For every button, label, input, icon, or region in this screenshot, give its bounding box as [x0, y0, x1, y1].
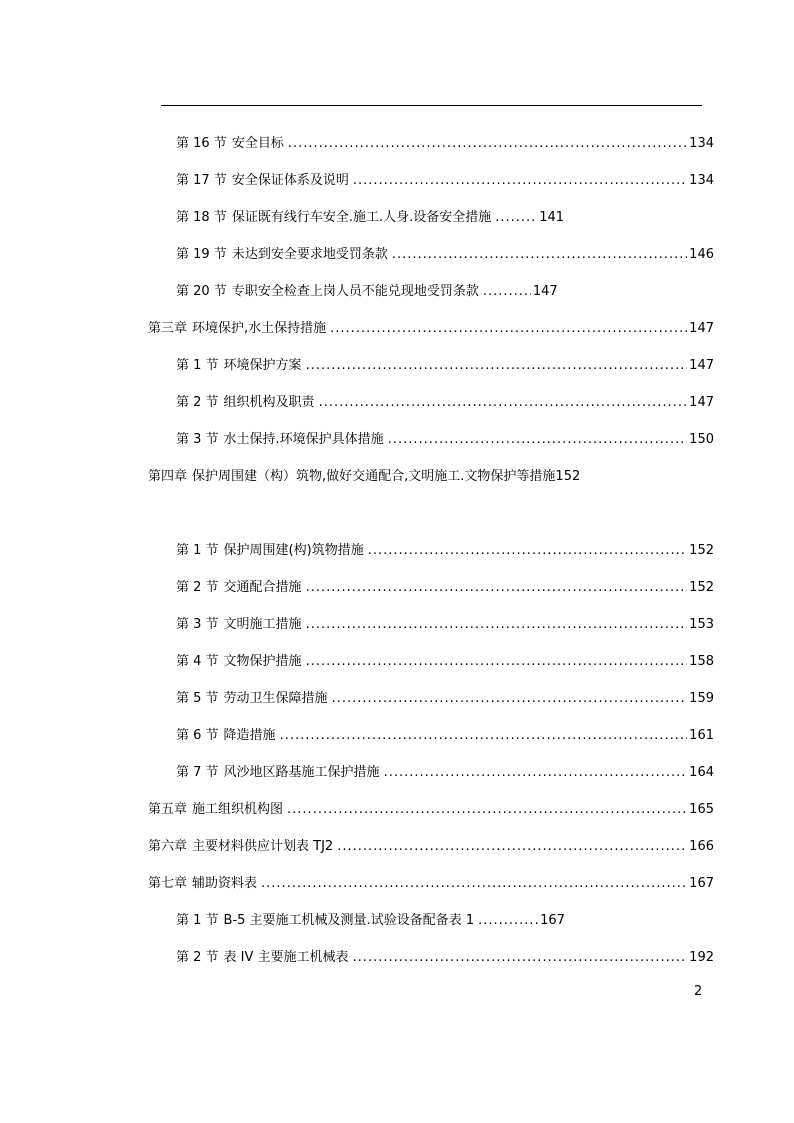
- entry-title: 组织机构及职责: [223, 395, 315, 410]
- entry-title: 主要材料供应计划表 TJ2: [192, 839, 334, 854]
- entry-page-number: 159: [689, 691, 714, 706]
- entry-number: 第六章: [148, 839, 188, 854]
- entry-number: 第三章: [148, 321, 188, 336]
- dot-leader: [261, 873, 687, 895]
- entry-number: 第五章: [148, 802, 188, 817]
- toc-section-entry[interactable]: [176, 651, 714, 673]
- entry-title: 文明施工措施: [223, 617, 302, 632]
- entry-number: 第 16 节: [176, 136, 227, 151]
- dot-leader: [319, 392, 688, 414]
- entry-title: 保证既有线行车安全.施工.人身.设备安全措施: [231, 210, 492, 225]
- toc-chapter-entry[interactable]: [148, 836, 714, 858]
- entry-title: 安全目标: [231, 136, 284, 151]
- entry-number: 第 7 节: [176, 765, 219, 780]
- toc-section-entry[interactable]: [176, 577, 714, 599]
- toc-section-entry[interactable]: [176, 392, 714, 414]
- entry-page-number: 192: [689, 950, 714, 965]
- entry-title: 风沙地区路基施工保护措施: [223, 765, 380, 780]
- entry-page-number: 164: [689, 765, 714, 780]
- dot-leader: [388, 429, 687, 451]
- dot-leader: [368, 540, 687, 562]
- entry-title: 降造措施: [223, 728, 276, 743]
- entry-number: 第 17 节: [176, 173, 227, 188]
- dot-leader: [288, 133, 687, 155]
- dot-leader: [330, 318, 687, 340]
- entry-number: 第 3 节: [176, 617, 219, 632]
- entry-page-number: 134: [689, 173, 714, 188]
- entry-page-number: 147: [532, 284, 558, 299]
- entry-page-number: 150: [689, 432, 714, 447]
- dot-leader: [306, 651, 688, 673]
- entry-page-number: 161: [689, 728, 714, 743]
- toc-section-entry[interactable]: [176, 910, 714, 932]
- entry-number: 第 20 节: [176, 284, 227, 299]
- dot-leader: [287, 799, 687, 821]
- entry-number: 第 1 节: [176, 543, 219, 558]
- dot-leader: [332, 688, 688, 710]
- dot-leader: [337, 836, 687, 858]
- toc-chapter-entry[interactable]: [148, 873, 714, 895]
- entry-page-number: 147: [689, 358, 714, 373]
- toc-section-entry[interactable]: [176, 133, 714, 155]
- entry-page-number: 167: [689, 876, 714, 891]
- dot-leader: [478, 910, 538, 932]
- toc-chapter-entry[interactable]: [148, 318, 714, 340]
- toc-section-entry[interactable]: [176, 540, 714, 562]
- toc-section-entry[interactable]: [176, 170, 714, 192]
- entry-title: 施工组织机构图: [192, 802, 284, 817]
- entry-number: 第 19 节: [176, 247, 227, 262]
- entry-page-number: 147: [689, 321, 714, 336]
- entry-number: 第 2 节: [176, 580, 219, 595]
- entry-title: 文物保护措施: [223, 654, 302, 669]
- entry-number: 第四章: [148, 469, 188, 484]
- toc-section-entry[interactable]: [176, 355, 714, 377]
- dot-leader: [483, 281, 531, 303]
- entry-title: 保护周围建(构)筑物措施: [223, 543, 364, 558]
- toc-chapter-entry[interactable]: [148, 466, 714, 488]
- dot-leader: [306, 355, 688, 377]
- entry-number: 第 5 节: [176, 691, 219, 706]
- toc-section-entry[interactable]: [176, 281, 714, 303]
- entry-number: 第 6 节: [176, 728, 219, 743]
- dot-leader: [495, 207, 537, 229]
- entry-title: 未达到安全要求地受罚条款: [231, 247, 388, 262]
- toc-section-entry[interactable]: [176, 244, 714, 266]
- entry-title: 表 IV 主要施工机械表: [223, 950, 349, 965]
- toc-section-entry[interactable]: [176, 429, 714, 451]
- entry-title: 保护周围建（构）筑物,做好交通配合,文明施工.文物保护等措施: [192, 469, 556, 484]
- entry-page-number: 147: [689, 395, 714, 410]
- entry-page-number: 166: [689, 839, 714, 854]
- entry-title: 专职安全检查上岗人员不能兑现地受罚条款: [231, 284, 479, 299]
- entry-number: 第 18 节: [176, 210, 227, 225]
- entry-number: 第 1 节: [176, 358, 219, 373]
- toc-section-entry[interactable]: [176, 688, 714, 710]
- entry-page-number: 152: [555, 469, 581, 484]
- entry-page-number: 152: [689, 543, 714, 558]
- entry-number: 第 4 节: [176, 654, 219, 669]
- dot-leader: [392, 244, 687, 266]
- toc-section-entry[interactable]: [176, 207, 714, 229]
- dot-leader: [353, 947, 688, 969]
- entry-page-number: 167: [540, 913, 565, 928]
- entry-title: 交通配合措施: [223, 580, 302, 595]
- entry-title: 水土保持.环境保护具体措施: [223, 432, 384, 447]
- dot-leader: [306, 614, 688, 636]
- entry-page-number: 158: [689, 654, 714, 669]
- dot-leader: [306, 577, 688, 599]
- entry-number: 第七章: [148, 876, 188, 891]
- toc-section-entry[interactable]: [176, 614, 714, 636]
- dot-leader: [384, 762, 688, 784]
- page-number: 2: [694, 984, 703, 999]
- entry-title: 环境保护,水土保持措施: [192, 321, 327, 336]
- entry-page-number: 134: [689, 136, 714, 151]
- entry-title: B-5 主要施工机械及测量.试验设备配备表 1: [223, 913, 475, 928]
- entry-title: 辅助资料表: [192, 876, 258, 891]
- entry-title: 劳动卫生保障措施: [223, 691, 328, 706]
- entry-page-number: 141: [539, 210, 565, 225]
- entry-number: 第 2 节: [176, 395, 219, 410]
- entry-number: 第 3 节: [176, 432, 219, 447]
- entry-title: 环境保护方案: [223, 358, 302, 373]
- entry-page-number: 153: [689, 617, 714, 632]
- entry-title: 安全保证体系及说明: [231, 173, 349, 188]
- toc-section-entry[interactable]: [176, 762, 714, 784]
- toc-section-entry[interactable]: [176, 725, 714, 747]
- entry-number: 第 2 节: [176, 950, 219, 965]
- toc-section-entry[interactable]: [176, 947, 714, 969]
- dot-leader: [280, 725, 688, 747]
- entry-page-number: 146: [689, 247, 714, 262]
- entry-page-number: 152: [689, 580, 714, 595]
- entry-page-number: 165: [689, 802, 714, 817]
- entry-number: 第 1 节: [176, 913, 219, 928]
- toc-chapter-entry[interactable]: [148, 799, 714, 821]
- dot-leader: [353, 170, 687, 192]
